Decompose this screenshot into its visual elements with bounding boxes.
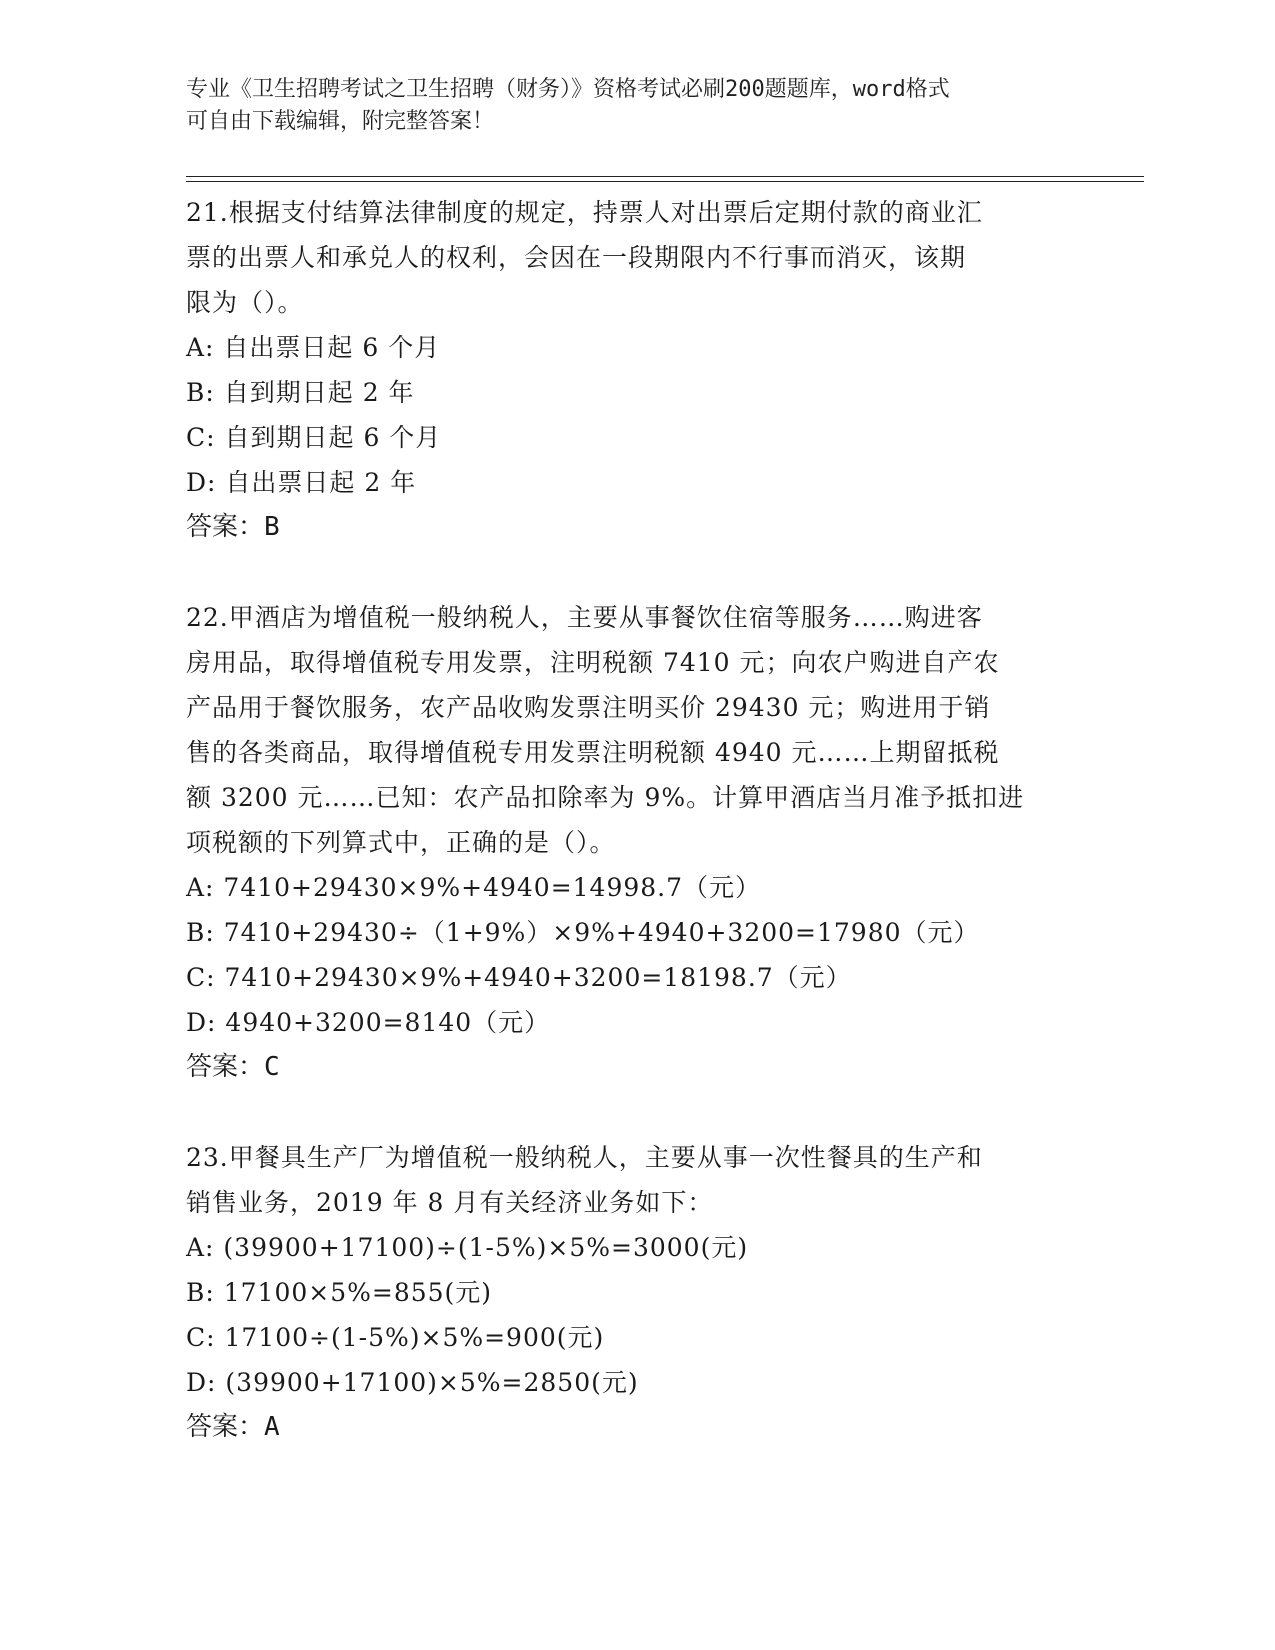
option-d: D: 自出票日起 2 年 (186, 468, 417, 497)
option-b: B: 7410+29430÷（1+9%）×9%+4940+3200=17980（元） (186, 918, 980, 947)
option-c: C: 自到期日起 6 个月 (186, 423, 442, 452)
option-b: B: 自到期日起 2 年 (186, 378, 415, 407)
question-text-line: 23.甲餐具生产厂为增值税一般纳税人，主要从事一次性餐具的生产和 (186, 1143, 983, 1172)
header-line-2: 可自由下载编辑，附完整答案！ (186, 109, 495, 134)
question-text-line: 票的出票人和承兑人的权利，会因在一段期限内不行事而消灭，该期 (186, 243, 967, 272)
question-text-line: 22.甲酒店为增值税一般纳税人，主要从事餐饮住宿等服务……购进客 (186, 603, 983, 632)
answer-label: 答案：C (186, 1052, 280, 1082)
question-text-line: 售的各类商品，取得增值税专用发票注明税额 4940 元……上期留抵税 (186, 738, 1000, 767)
question-list (186, 190, 1076, 1450)
question-text-line: 产品用于餐饮服务，农产品收购发票注明买价 29430 元；购进用于销 (186, 693, 991, 722)
spacer (186, 1090, 1076, 1135)
option-a: A: (39900+17100)÷(1-5%)×5%=3000(元) (186, 1233, 749, 1262)
document-header (186, 74, 1066, 138)
question-21 (186, 190, 1076, 550)
option-b: B: 17100×5%=855(元) (186, 1278, 493, 1307)
question-text-line: 销售业务，2019 年 8 月有关经济业务如下： (186, 1188, 714, 1217)
answer-label: 答案：B (186, 512, 280, 542)
question-text-line: 21.根据支付结算法律制度的规定，持票人对出票后定期付款的商业汇 (186, 198, 983, 227)
question-text-line: 限为（）。 (186, 288, 304, 317)
header-line-1: 专业《卫生招聘考试之卫生招聘（财务）》资格考试必刷200题题库，word格式 (186, 77, 950, 102)
spacer (186, 550, 1076, 595)
option-a: A: 自出票日起 6 个月 (186, 333, 441, 362)
option-d: D: (39900+17100)×5%=2850(元) (186, 1368, 639, 1397)
answer-label: 答案：A (186, 1412, 280, 1442)
option-d: D: 4940+3200=8140（元） (186, 1008, 551, 1037)
option-a: A: 7410+29430×9%+4940=14998.7（元） (186, 873, 762, 902)
question-text-line: 房用品，取得增值税专用发票，注明税额 7410 元；向农户购进自产农 (186, 648, 1000, 677)
option-c: C: 7410+29430×9%+4940+3200=18198.7（元） (186, 963, 852, 992)
question-22 (186, 595, 1076, 1090)
header-rule-top (186, 176, 1144, 177)
header-rule-bottom (186, 181, 1144, 182)
option-c: C: 17100÷(1-5%)×5%=900(元) (186, 1323, 605, 1352)
question-text-line: 项税额的下列算式中，正确的是（）。 (186, 828, 616, 857)
question-23 (186, 1135, 1076, 1450)
question-text-line: 额 3200 元……已知：农产品扣除率为 9%。计算甲酒店当月准予抵扣进 (186, 783, 1025, 812)
